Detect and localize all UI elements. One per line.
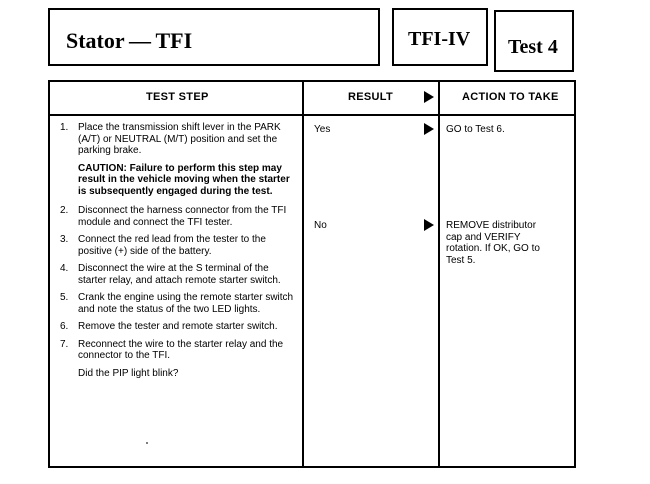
test-step: 3. Connect the red lead from the tester to the positive (+) side of the battery.	[60, 234, 266, 257]
test-step-list	[56, 122, 294, 379]
procedure-title-box	[48, 8, 380, 66]
test-step: 4. Disconnect the wire at the S terminal of the starter relay, and attach remote starter switch.	[60, 263, 281, 286]
test-number: Test 4	[508, 36, 558, 58]
scan-speck	[146, 442, 148, 444]
action-no: REMOVE distributor cap and VERIFY rotation. If OK, GO to Test 5.	[446, 220, 540, 266]
arrow-icon	[424, 123, 434, 135]
system-label: TFI-IV	[408, 28, 471, 50]
test-table	[48, 80, 576, 468]
column-header-action: ACTION TO TAKE	[462, 91, 559, 103]
test-question: Did the PIP light blink?	[78, 367, 179, 379]
column-divider	[438, 82, 440, 466]
system-box	[392, 8, 488, 66]
procedure-title: Stator — TFI	[66, 28, 193, 53]
column-divider	[302, 82, 304, 466]
result-no: No	[314, 220, 327, 231]
action-yes: GO to Test 6.	[446, 124, 505, 135]
test-step: 6. Remove the tester and remote starter switch.	[60, 321, 278, 332]
result-yes: Yes	[314, 124, 331, 135]
caution-note: CAUTION: Failure to perform this step may result in the vehicle moving when the starter is subsequently engaged during the test.	[78, 162, 290, 197]
test-step: 5. Crank the engine using the remote starter switch and note the status of the two LED lights.	[60, 292, 294, 315]
column-header-result: RESULT	[348, 91, 393, 103]
test-step: 7. Reconnect the wire to the starter relay and the connector to the TFI.	[60, 338, 284, 361]
test-step: 1. Place the transmission shift lever in the PARK (A/T) or NEUTRAL (M/T) position and set the parking brake.	[60, 122, 281, 156]
arrow-icon	[424, 91, 434, 103]
test-number-box	[494, 10, 574, 72]
column-header-test-step: TEST STEP	[146, 91, 209, 103]
test-step: 2. Disconnect the harness connector from the TFI module and connect the TFI tester.	[60, 205, 287, 228]
arrow-icon	[424, 219, 434, 231]
